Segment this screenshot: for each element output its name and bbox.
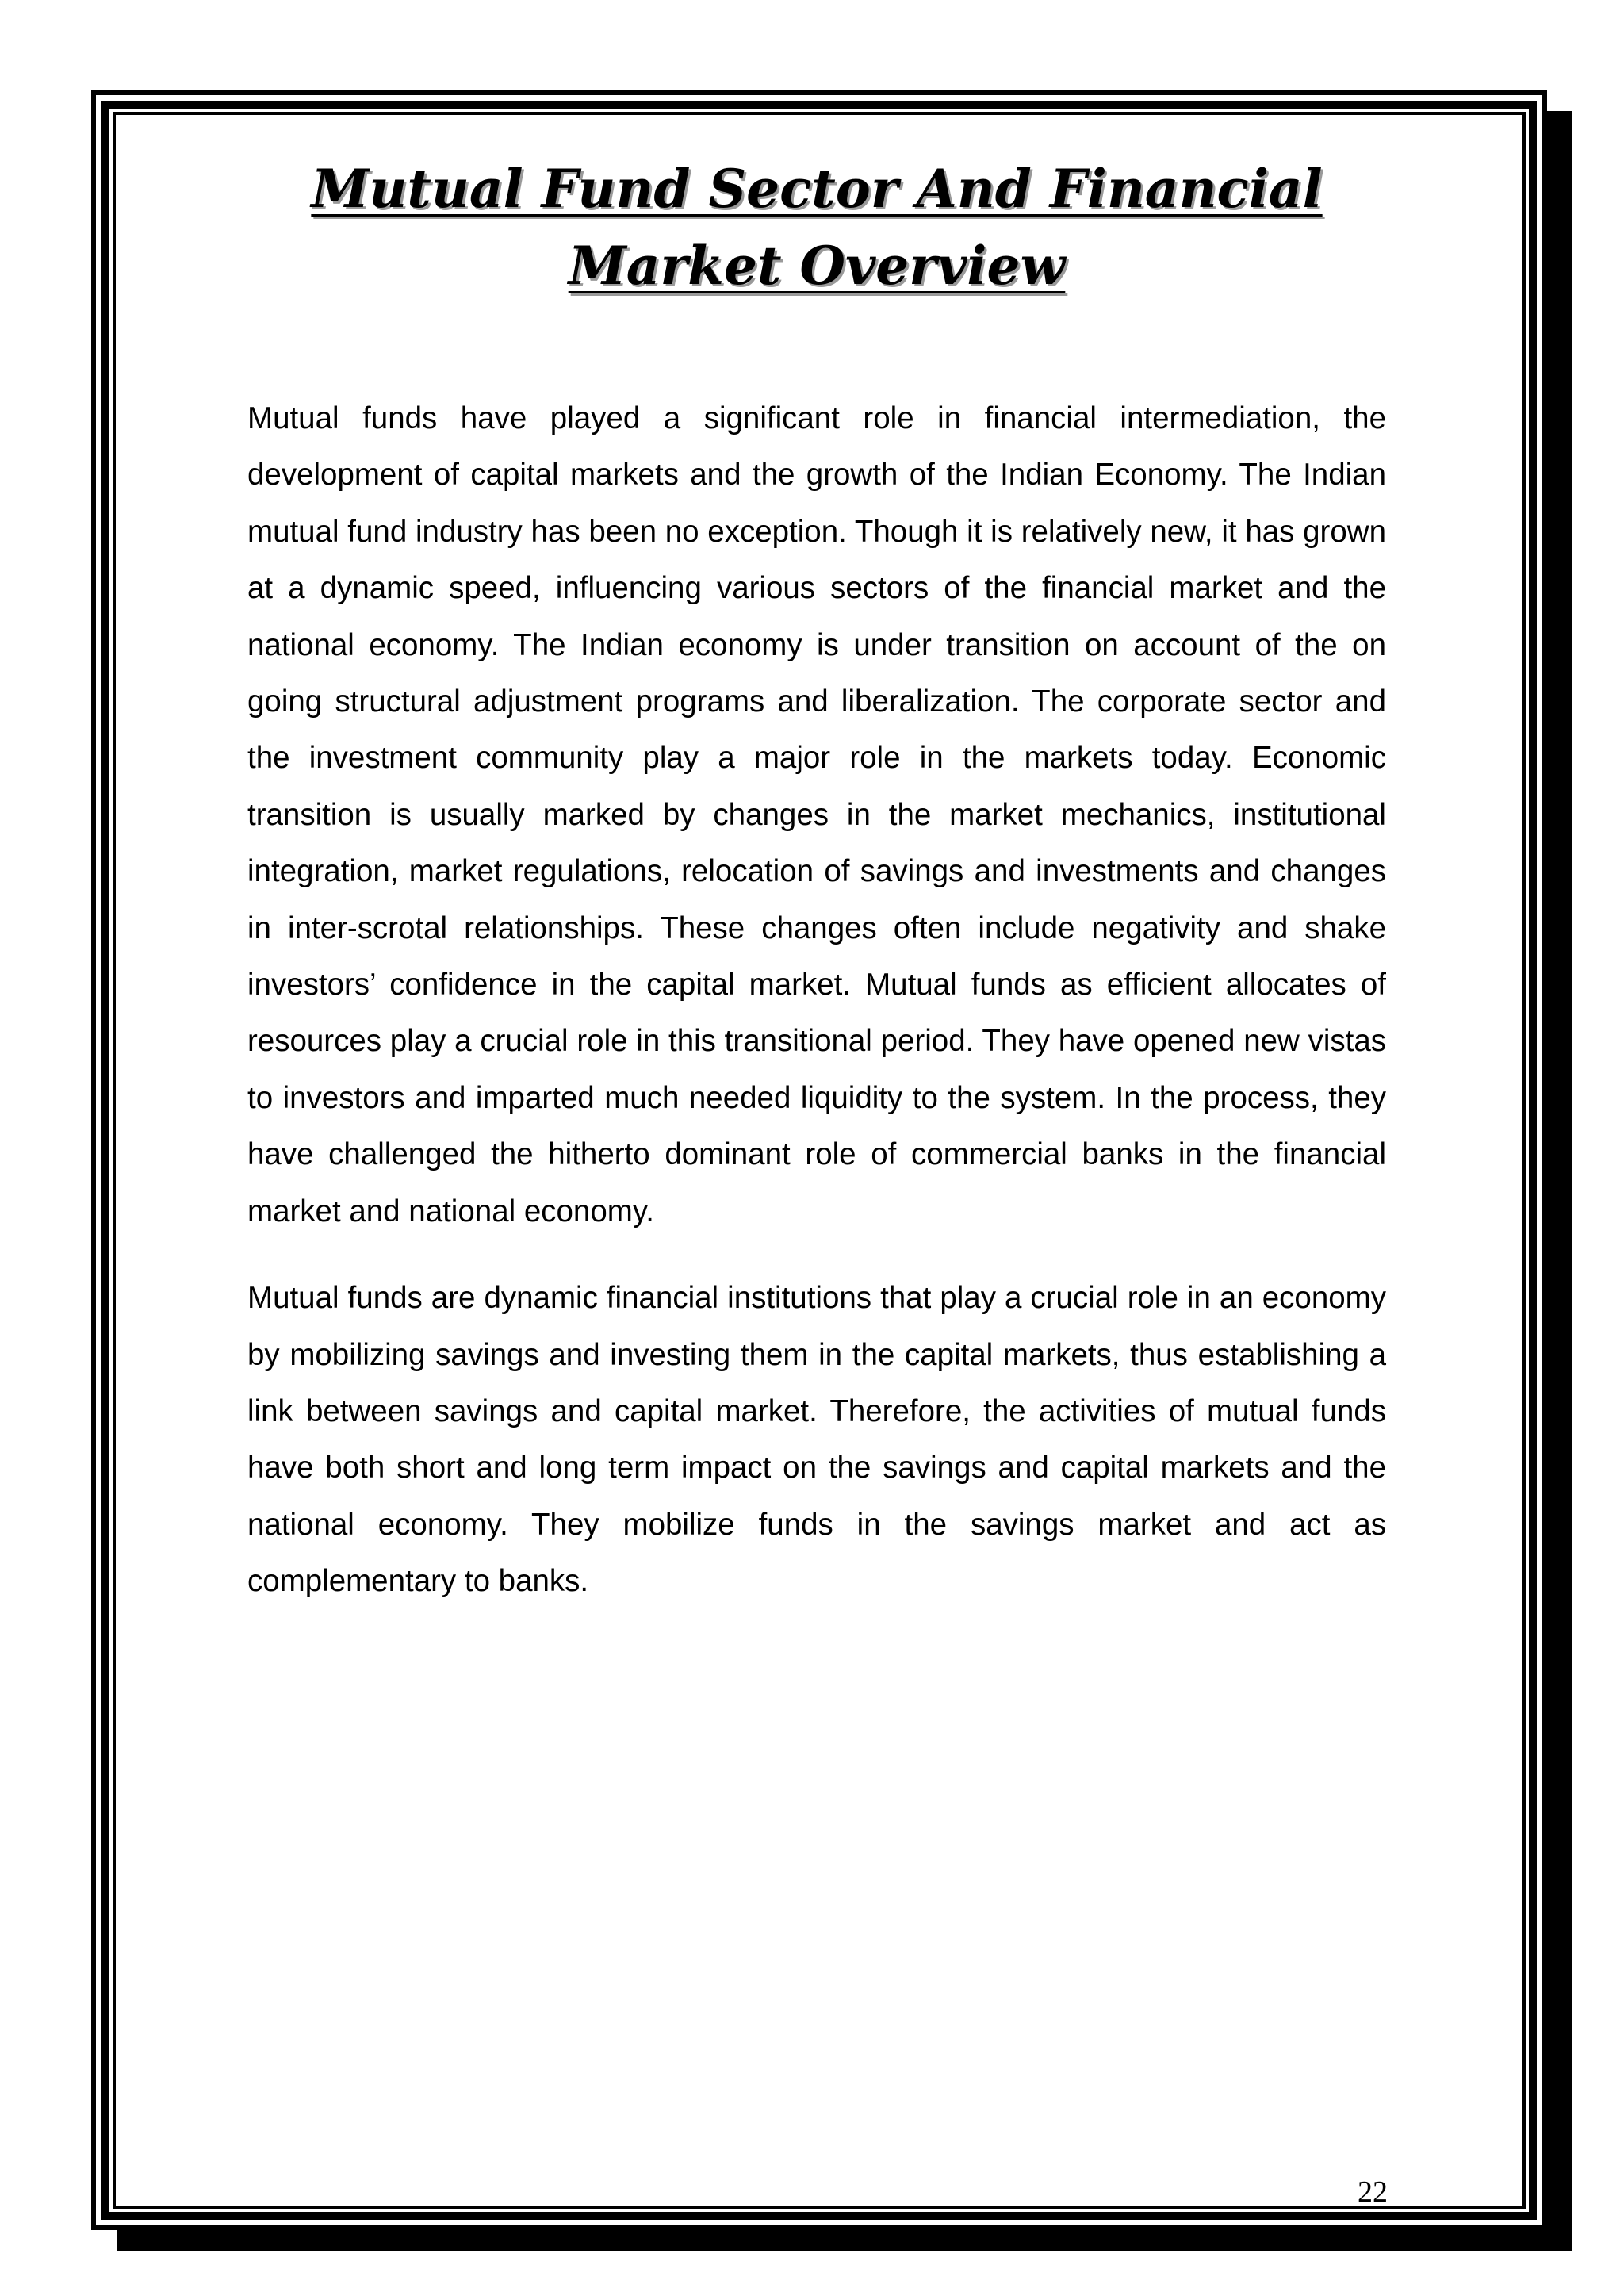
- body-paragraph-1: Mutual funds have played a significant role in financial intermediation, the development of capital markets and the growth of the Indian Economy. The Indian mutual fund industry has been no exception. Though it is relatively new, it has grown at a dynamic speed, influencing various sectors of the financial market and the national economy. The Indian economy is under transition on account of the on going structural adjustment programs and liberalization. The corporate sector and the investment community play a major role in the markets today. Economic transition is usually marked by changes in the market mechanics, institutional integration, market regulations, relocation of savings and investments and changes in inter-scrotal relationships. These changes often include negativity and shake investors’ confidence in the capital market. Mutual funds as efficient allocates of resources play a crucial role in this transitional period. They have opened new vistas to investors and imparted much needed liquidity to the system. In the process, they have challenged the hitherto dominant role of commercial banks in the financial market and national economy.: [247, 401, 1386, 1228]
- body-paragraph-2: Mutual funds are dynamic financial institutions that play a crucial role in an economy by mobilizing savings and investing them in the capital markets, thus establishing a link between savings and capital market. Therefore, the activities of mutual funds have both short and long term impact on the savings and capital markets and the national economy. They mobilize funds in the savings market and act as complementary to banks.: [247, 1281, 1386, 1599]
- page-title: Mutual Fund Sector And Financial Market Overview: [311, 158, 1323, 297]
- page-number: 22: [1358, 2175, 1388, 2209]
- page-content: [247, 151, 1386, 1610]
